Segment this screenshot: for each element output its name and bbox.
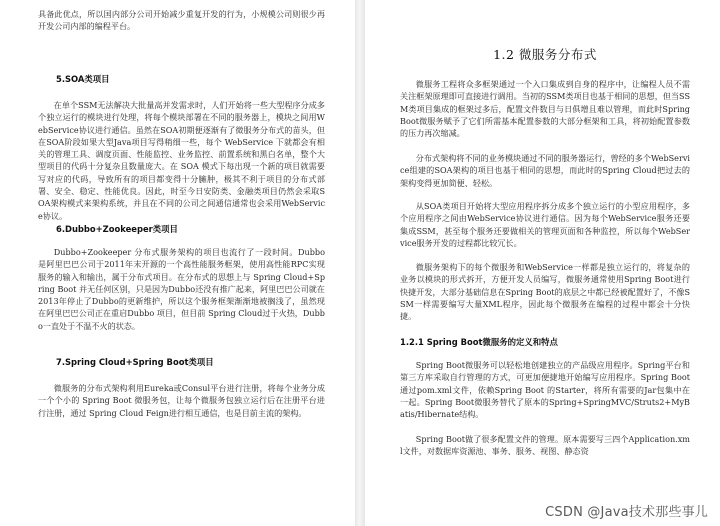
section-6-text: Dubbo+Zookeeper 分布式服务架构的项目也流行了一段时间。Dubbo 是阿里巴巴公司于2011年末开源的一个高性能服务框架，使用高性能RPC实现服务的输入和输出，属于分布式项目。在分布式的思想上与 Spring Cloud+Spring Boot 并无任何区别，只是因为Dubbo还没有推广起来，阿里巴巴公司就在2013年停止了Dubbo的更新维护，所以这个服务框架渐渐地被搁浅了，虽然现在阿里巴巴公司正在重启Dubbo 项目，但目前 Spring Cloud过于火热，Dubbo一直处于不温不火的状态。 <box>38 247 325 331</box>
section-5-title: 5.SOA类项目 <box>56 74 110 84</box>
section-5-text: 在单个SSM无法解决大批量高并发需求时，人们开始将一些大型程序分成多个独立运行的模块进行处理，将每个模块部署在不同的服务器上，模块之间用WebService协议进行通信。虽然在SOA初期便逐渐有了微服务分布式的苗头，但在SOA阶段如果大型Java项目写得稍细一些，每个 WebService 下就都会有相关的管理工具、调度页面、性能监控、业务监控、前置系统和黑白名单，整个大型项目的代码十分复杂且数量庞大。在 SOA 模式下每出现一个新的项目就需要写对应的代码，导致所有的项目都变得十分臃肿，极其不利于项目的分布式部署、安全、稳定、性能优良。因此，时至今日安防类、金融类项目仍然会采取SOA架构模式来架构系统，并且在不同的公司之间通信通常也会采用WebService协议。 <box>38 100 325 221</box>
left-page <box>0 0 355 526</box>
intro-continuation: 具备此优点，所以国内部分公司开始减少重复开发的行为，小规模公司则很少再开发公司内部的编程平台。 <box>38 9 325 32</box>
page-gutter <box>355 0 365 526</box>
paragraph-6: Spring Boot做了很多配置文件的管理。原本需要写三四个Application.xml文件，对数据库资源池、事务、服务、视图、静态资 <box>400 434 690 457</box>
paragraph-1: 微服务工程将众多框架通过一个入口集成到自身的程序中，让编程人员不需关注框架原理即可直接进行调用。当初的SSM类项目也基于相同的思想，但当SSM类项目集成的框架过多后，配置文件数目与日俱增且难以管理，而此时Spring Boot微服务赋予了它们所需基本配置参数的大部分框架和工具，将初始配置参数的压力再次缩减。 <box>400 79 690 139</box>
paragraph-2: 分布式架构将不同的业务模块通过不同的服务器运行，曾经的多个WebService组建的SOA架构的项目也基于相同的思想，而此时的Spring Cloud把过去的架构变得更加简便、轻松。 <box>400 153 690 188</box>
right-page <box>365 0 720 526</box>
section-7-title: 7.Spring Cloud+Spring Boot类项目 <box>56 357 214 367</box>
csdn-watermark: CSDN @Java技术那些事儿 <box>545 505 708 520</box>
paragraph-3: 从SOA类项目开始将大型应用程序拆分成多个独立运行的小型应用程序，多个应用程序之间由WebService协议进行通信。因为每个WebService服务还要集成SSM，甚至每个服务还要做相关的管理页面和各种监控，所以每个WebService服务开发的过程都比较冗长。 <box>400 201 690 248</box>
chapter-title: 1.2 微服务分布式 <box>493 47 597 62</box>
section-7-text: 微服务的分布式架构利用Eureka或Consul平台进行注册，将每个业务分成一个个小的 Spring Boot 微服务包，让每个微服务包独立运行后在注册平台进行注册，通过 Spring Cloud Feign进行相互通信，也是目前主流的架构。 <box>38 383 325 418</box>
paragraph-5: Spring Boot微服务可以轻松地创建独立的产品级应用程序。Spring平台和第三方库采取自行管理的方式，可更加便捷地开始编写应用程序。Spring Boot 通过pom.xml文件，依赖Spring Boot 的Starter，将所有需要的Jar包集中在一起。Spring Boot微服务替代了原本的Spring+SpringMVC/Struts2+MyBatis/Hibernate结构。 <box>400 360 690 420</box>
section-1-2-1-title: 1.2.1 Spring Boot微服务的定义和特点 <box>400 337 558 347</box>
section-6-title: 6.Dubbo+Zookeeper类项目 <box>56 224 178 234</box>
paragraph-4: 微服务架构下的每个微服务和WebService一样都是独立运行的，将复杂的业务以模块的形式拆开，方便开发人员编写，微服务通常使用Spring Boot进行快捷开发，大部分基础信息在Spring Boot的底层之中都已经被配置好了，不像SSM一样需要编写大量XML程序，因此每个微服务在编程的过程中都会十分快捷。 <box>400 262 690 322</box>
